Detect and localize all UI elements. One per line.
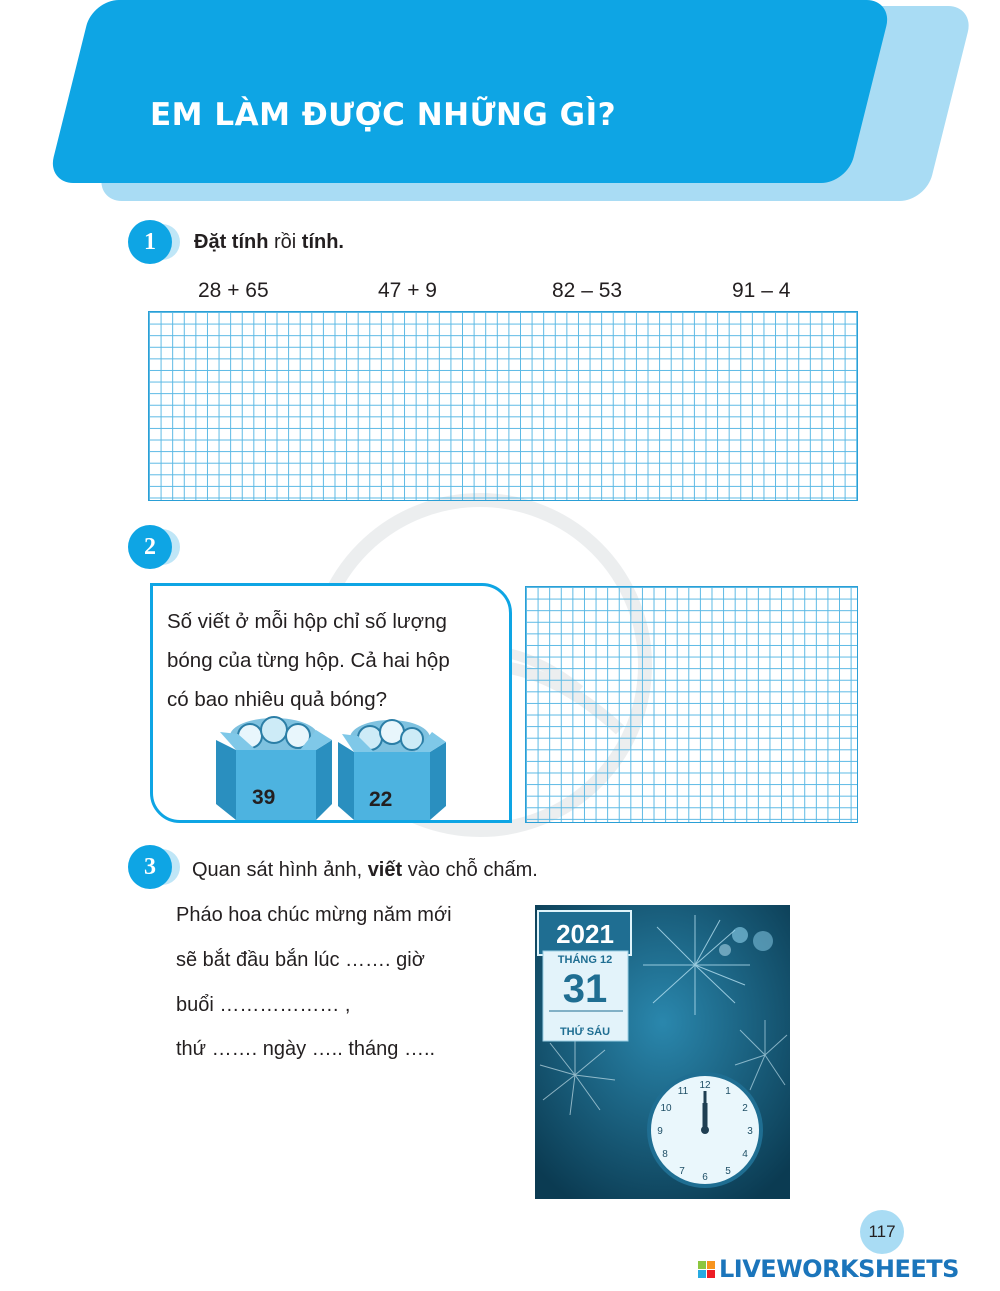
clock-num-11: 11 [677,1086,689,1097]
exercise-3-badge [128,845,172,889]
expression-3: 82 – 53 [552,279,623,302]
box-1-value: 39 [252,786,276,809]
fill-line-2[interactable]: sẽ bắt đầu bắn lúc ……. giờ [176,949,425,971]
calendar-year: 2021 [556,919,614,949]
instruction-bold-1: Đặt tính [194,231,269,253]
exercise-1-number: 1 [144,228,156,255]
liveworksheets-brand: LIVEWORKSHEETS [719,1255,959,1283]
liveworksheets-mark-icon [698,1261,715,1278]
clock-num-9: 9 [657,1126,663,1137]
clock-num-6: 6 [702,1172,708,1183]
problem-line-3: có bao nhiêu quả bóng? [167,688,388,711]
fireworks-photo [535,905,790,1199]
instruction-bold-2: tính. [301,231,344,253]
fill-line-4[interactable]: thứ ……. ngày ….. tháng ….. [176,1038,436,1060]
clock-num-12: 12 [699,1080,711,1091]
exercise-3-number: 3 [144,853,156,880]
clock-num-3: 3 [747,1126,753,1137]
clock-num-5: 5 [725,1166,731,1177]
exercise-2-number: 2 [144,533,156,560]
exercise-1-badge [128,220,172,264]
clock-num-1: 1 [725,1086,731,1097]
problem-line-1: Số viết ở mỗi hộp chỉ số lượng [167,610,447,633]
problem-line-2: bóng của từng hộp. Cả hai hộp [167,649,450,672]
exercise-3-instruction [192,859,538,882]
calendar-weekday: THỨ SÁU [559,1026,611,1038]
instruction-text: rồi [268,231,302,253]
exercise-2-badge [128,525,172,569]
calendar-day: 31 [562,967,608,1011]
instruction-text-1: Quan sát hình ảnh, [192,859,368,881]
expression-4: 91 – 4 [732,279,791,302]
clock-num-10: 10 [660,1103,672,1114]
page-number-text: 117 [868,1222,896,1241]
calculation-grid-1[interactable] [148,311,858,501]
instruction-text-2: vào chỗ chấm. [402,859,538,881]
clock-num-7: 7 [679,1166,685,1177]
instruction-bold: viết [367,859,403,881]
exercise-1-instruction [194,231,344,254]
expression-1: 28 + 65 [198,279,269,302]
ball-boxes-illustration [212,712,452,824]
fill-line-3[interactable]: buổi ……………… , [176,994,351,1016]
clock-num-2: 2 [742,1103,748,1114]
box-2-value: 22 [369,788,393,811]
clock-num-8: 8 [662,1149,668,1160]
clock-face [649,1074,761,1186]
expression-2: 47 + 9 [378,279,437,302]
calendar-page [538,911,631,1041]
word-problem-text [167,602,512,719]
calculation-grid-2[interactable] [525,586,858,823]
fill-line-1: Pháo hoa chúc mừng năm mới [176,904,452,926]
page-title: EM LÀM ĐƯỢC NHỮNG GÌ? [150,97,617,133]
liveworksheets-logo [698,1255,959,1283]
header-banner [47,0,893,183]
page-number [860,1210,904,1254]
clock-num-4: 4 [742,1149,748,1160]
calendar-month: THÁNG 12 [557,954,613,966]
